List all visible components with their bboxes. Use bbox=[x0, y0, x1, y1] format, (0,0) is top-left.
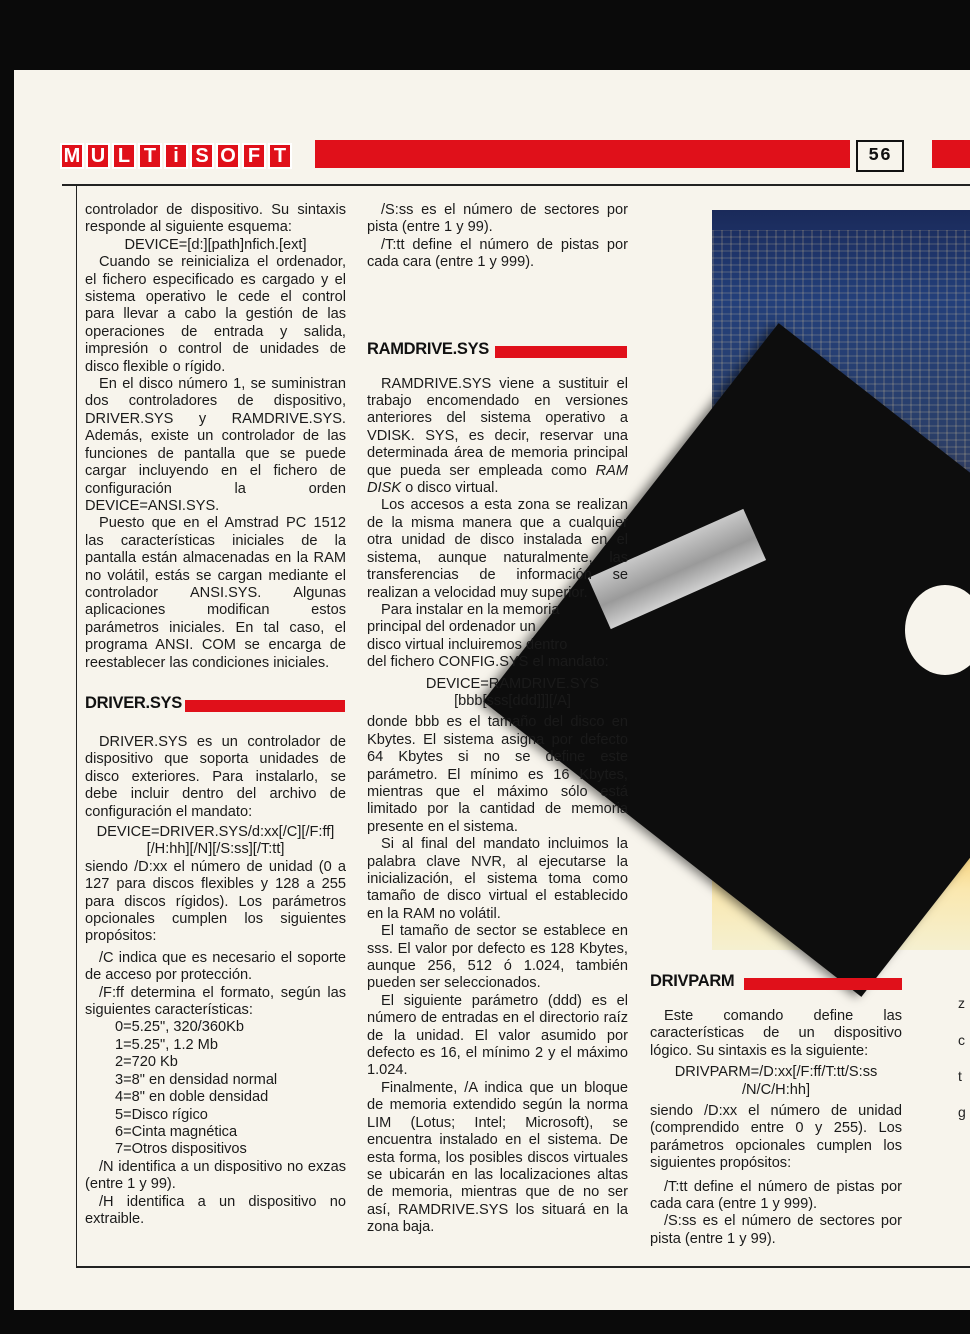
paragraph: Finalmente, /A indica que un bloque de memoria extendido según la norma LIM (Lotus; Intel; Microsoft), se encuentra instalado en el sistema. De esta forma, los posibles discos virtuales se ubicarán en las localizaciones altas de memoria, mientras que de no ser así, RAMDRIVE.SYS los situará en la zona baja. bbox=[367, 1079, 628, 1236]
paragraph: /N identifica a un dispositivo no exzas (entre 1 y 99). bbox=[85, 1158, 346, 1193]
list-item: 6=Cinta magnética bbox=[115, 1123, 238, 1140]
code-line: /N/C/H:hh] bbox=[741, 1081, 811, 1098]
multisoft-logo bbox=[60, 140, 292, 172]
paragraph-line: disco virtual incluiremos dentro bbox=[367, 636, 568, 653]
list-item: 0=5.25", 320/360Kb bbox=[115, 1019, 244, 1036]
paragraph: Cuando se reinicializa el ordenador, el fichero especificado es cargado y el sistema operativo le cede el control para llevar a cabo la gestión de las operaciones de entrada y salida, impresión o control de unidades de disco flexible o rígido. bbox=[85, 254, 346, 375]
paragraph: siendo /D:xx el número de unidad (0 a 127 para discos flexibles y 128 a 255 para discos rígidos). Los parámetros opcionales cumplen los siguientes propósitos: bbox=[85, 858, 346, 945]
code-line: DEVICE=DRIVER.SYS/d:xx[/C][/F:ff] bbox=[96, 824, 335, 840]
code-line: DEVICE=[d:][path]nfich.[ext] bbox=[124, 236, 307, 253]
paragraph: donde bbb es el tamaño del disco en Kbytes. El sistema asigna por defecto 64 Kbytes si no se define este parámetro. El mínimo es 16 Kbytes, mientras que el máximo sólo está limitado por la cantidad de memoria presente en el sistema. bbox=[367, 714, 628, 835]
top-rule bbox=[62, 184, 970, 186]
brand-letter: S bbox=[190, 143, 214, 169]
paragraph: /T:tt define el número de pistas por cada cara (entre 1 y 999). bbox=[367, 236, 628, 271]
list-item: 2=720 Kb bbox=[115, 1054, 178, 1071]
paragraph: /C indica que es necesario el soporte de acceso por protección. bbox=[85, 949, 346, 984]
paragraph-line: Para instalar en la memoria bbox=[381, 601, 560, 618]
paragraph-text: RAMDRIVE.SYS viene a sustituir el trabajo encomendado en versiones anteriores del sistema operativo a VDISK. SYS, es decir, reservar una determinada área de memoria principal que pueda ser empleada como bbox=[367, 375, 628, 479]
paragraph: /H identifica a un dispositivo no extraible. bbox=[85, 1193, 346, 1227]
paragraph: /F:ff determina el formato, según las siguientes características: bbox=[85, 984, 346, 1019]
paragraph: Puesto que en el Amstrad PC 1512 las características iniciales de la pantalla están almacenadas en la RAM no volátil, estás se cargan mediante el controlador ANSI.SYS. Algunas aplicaciones modifican estos parámetros iniciales. En tal caso, el programa ANSI. COM se encarga de reestablecer las condiciones iniciales. bbox=[85, 515, 346, 671]
brand-letter: T bbox=[268, 143, 292, 169]
list-item: 1=5.25", 1.2 Mb bbox=[115, 1036, 218, 1053]
paragraph: /S:ss es el número de sectores por pista (entre 1 y 99). bbox=[650, 1213, 902, 1247]
header-red-bar bbox=[315, 140, 850, 168]
paragraph-text: o disco virtual. bbox=[405, 480, 499, 497]
page-number: 56 bbox=[856, 140, 904, 172]
paragraph: Los accesos a esta zona se realizan de la misma manera que a cualquier otra unidad de disco instalada en el sistema, aunque naturalmente, las transferencias de información se realizan a velocidad muy superior. bbox=[367, 497, 628, 601]
brand-letter: F bbox=[242, 143, 266, 169]
brand-letter: U bbox=[86, 143, 110, 169]
brand-letter: i bbox=[164, 143, 188, 169]
header-red-bar-right bbox=[932, 140, 970, 168]
column-1 bbox=[85, 202, 346, 1228]
section-heading-driver bbox=[85, 694, 346, 716]
brand-letter: O bbox=[216, 143, 240, 169]
list-item: 4=8" en doble densidad bbox=[115, 1089, 269, 1106]
paragraph-line: principal del ordenador un bbox=[367, 619, 536, 636]
heading-text: DRIVPARM bbox=[650, 972, 735, 990]
edge-letter: c bbox=[958, 1032, 965, 1048]
paragraph: /T:tt define el número de pistas por cada cara (entre 1 y 999). bbox=[650, 1178, 902, 1213]
paragraph-line: del fichero CONFIG.SYS el mandato: bbox=[367, 654, 609, 671]
paragraph bbox=[367, 376, 628, 498]
bottom-rule bbox=[76, 1266, 970, 1268]
brand-letter: T bbox=[138, 143, 162, 169]
left-rule bbox=[76, 186, 77, 1266]
paragraph: El tamaño de sector se establece en sss. El valor por defecto es 128 Kbytes, aunque 256, 512 ó 1.024, también pueden ser seleccionados. bbox=[367, 923, 628, 992]
code-line: [bbb[sss[ddd]]][/A] bbox=[454, 692, 571, 709]
paragraph: El siguiente parámetro (ddd) es el número de entradas en el directorio raíz de la unidad. El valor asumido por defecto es 16, el mínimo 2 y el máximo 1.024. bbox=[367, 992, 628, 1079]
heading-text: RAMDRIVE.SYS bbox=[367, 339, 490, 358]
paragraph: siendo /D:xx el número de unidad (comprendido entre 0 y 255). Los parámetros opcionales cumplen los siguientes propósitos: bbox=[650, 1103, 902, 1172]
brand-letter: M bbox=[60, 143, 84, 169]
paragraph: DRIVER.SYS es un controlador de dispositivo que soporta unidades de disco exteriores. Para instalarlo, se debe incluir dentro del archivo de configuración el mandato: bbox=[85, 733, 346, 820]
code-line: DEVICE=RAMDRIVE.SYS bbox=[425, 675, 600, 692]
edge-letter: z bbox=[958, 995, 965, 1011]
heading-red-bar bbox=[495, 346, 627, 358]
emphasis: RAM DISK bbox=[367, 462, 628, 497]
section-heading-ramdrive bbox=[367, 340, 628, 362]
code-line: [/H:hh][/N][/S:ss][/T:tt] bbox=[146, 841, 285, 858]
column-2 bbox=[367, 202, 628, 1237]
edge-letter: t bbox=[958, 1068, 962, 1084]
heading-red-bar bbox=[744, 978, 902, 990]
brand-letters bbox=[60, 143, 292, 169]
code-line: DRIVPARM=/D:xx[/F:ff/T:tt/S:ss bbox=[674, 1064, 878, 1081]
paragraph: controlador de dispositivo. Su sintaxis responde al siguiente esquema: bbox=[85, 202, 346, 236]
heading-red-bar bbox=[185, 700, 345, 712]
list-item: 3=8" en densidad normal bbox=[115, 1071, 278, 1088]
edge-letter: g bbox=[958, 1104, 966, 1120]
paragraph: Si al final del mandato incluimos la palabra clave NVR, al ejecutarse la inicialización, el sistema toma como tamaño de disco virtual el establecido en la RAM no volátil. bbox=[367, 836, 628, 922]
section-heading-drivparm bbox=[650, 972, 902, 994]
list-item: 7=Otros dispositivos bbox=[115, 1141, 247, 1158]
paragraph: /S:ss es el número de sectores por pista (entre 1 y 99). bbox=[367, 202, 628, 236]
brand-letter: L bbox=[112, 143, 136, 169]
paragraph: Este comando define las características de un dispositivo lógico. Su sintaxis es la siguiente: bbox=[650, 1008, 902, 1059]
heading-text: DRIVER.SYS bbox=[85, 693, 182, 712]
paragraph: En el disco número 1, se suministran dos controladores de dispositivo, DRIVER.SYS y RAMDRIVE.SYS. Además, existe un controlador de las funciones de pantalla que se puede cargar incluyendo en el fichero de configuración la orden DEVICE=ANSI.SYS. bbox=[85, 376, 346, 514]
list-item: 5=Disco rígico bbox=[115, 1106, 208, 1123]
column-3 bbox=[650, 972, 902, 1248]
